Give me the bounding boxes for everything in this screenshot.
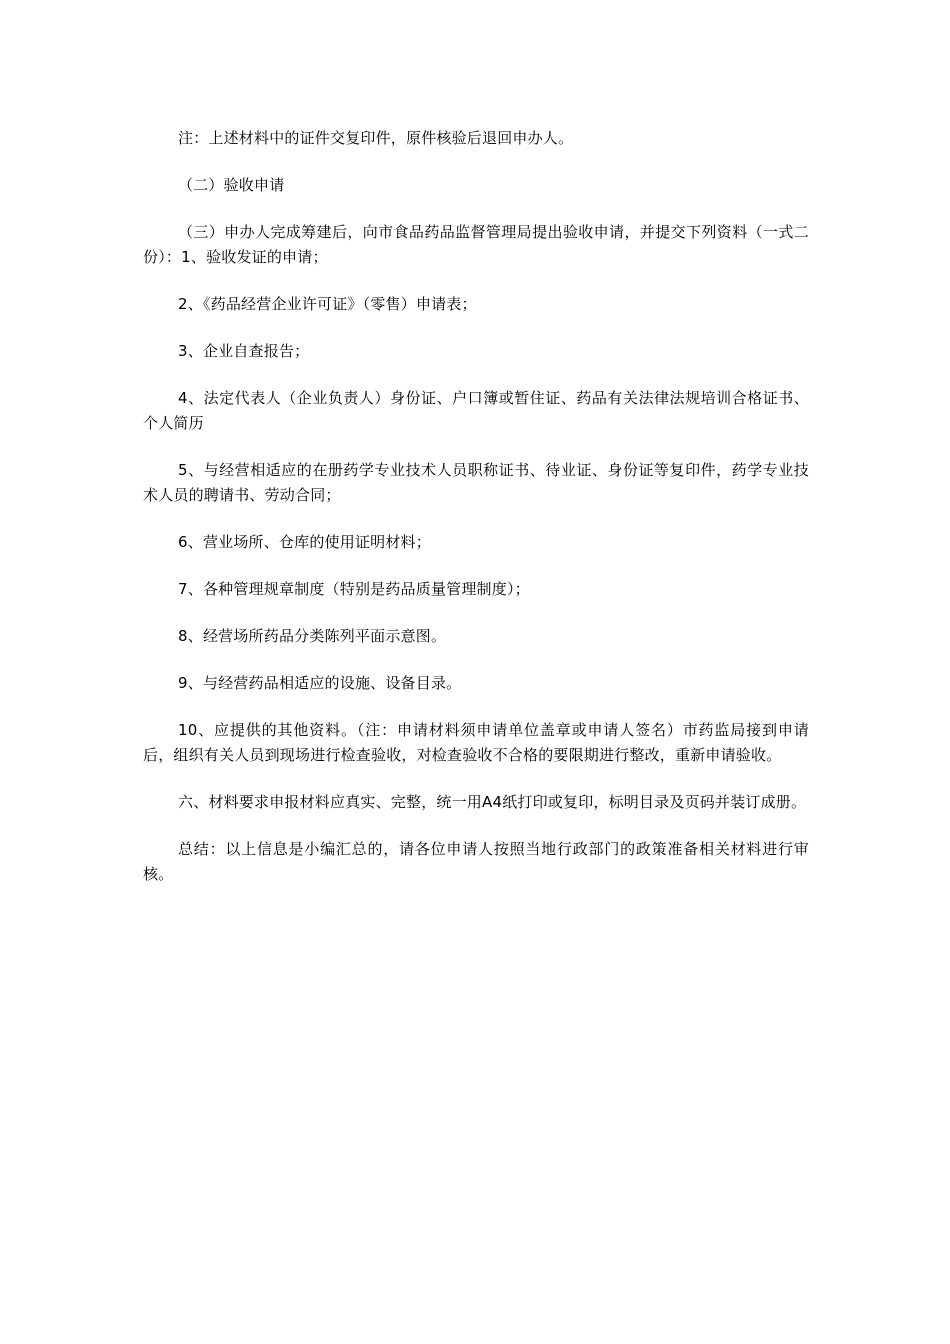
paragraph-item-4: 4、法定代表人（企业负责人）身份证、户口簿或暂住证、药品有关法律法规培训合格证书、个人简历 xyxy=(143,389,809,432)
paragraph-acceptance-heading: （二）验收申请 xyxy=(178,176,285,194)
paragraph-item-7: 7、各种管理规章制度（特别是药品质量管理制度）； xyxy=(178,580,530,598)
paragraph-item-10: 10、应提供的其他资料。（注：申请材料须申请单位盖章或申请人签名）市药监局接到申请后，组织有关人员到现场进行检查验收，对检查验收不合格的要限期进行整改，重新申请验收。 xyxy=(143,721,809,764)
paragraph-summary: 总结：以上信息是小编汇总的，请各位申请人按照当地行政部门的政策准备相关材料进行审核。 xyxy=(143,840,809,883)
paragraph-item-8: 8、经营场所药品分类陈列平面示意图。 xyxy=(178,627,447,645)
document-body xyxy=(143,126,809,909)
paragraph-acceptance-request: （三）申办人完成筹建后，向市食品药品监督管理局提出验收申请，并提交下列资料（一式二份）：1、验收发证的申请； xyxy=(143,223,809,266)
paragraph-material-requirements: 六、材料要求申报材料应真实、完整，统一用A4纸打印或复印，标明目录及页码并装订成册。 xyxy=(178,793,807,811)
paragraph-item-9: 9、与经营药品相适应的设施、设备目录。 xyxy=(178,674,462,692)
paragraph-item-2: 2、《药品经营企业许可证》（零售）申请表； xyxy=(178,295,477,313)
paragraph-item-3: 3、企业自查报告； xyxy=(178,342,310,360)
paragraph-note-copies: 注：上述材料中的证件交复印件，原件核验后退回申办人。 xyxy=(178,129,574,147)
paragraph-item-6: 6、营业场所、仓库的使用证明材料； xyxy=(178,533,431,551)
paragraph-item-5: 5、与经营相适应的在册药学专业技术人员职称证书、待业证、身份证等复印件，药学专业技术人员的聘请书、劳动合同； xyxy=(143,461,809,504)
